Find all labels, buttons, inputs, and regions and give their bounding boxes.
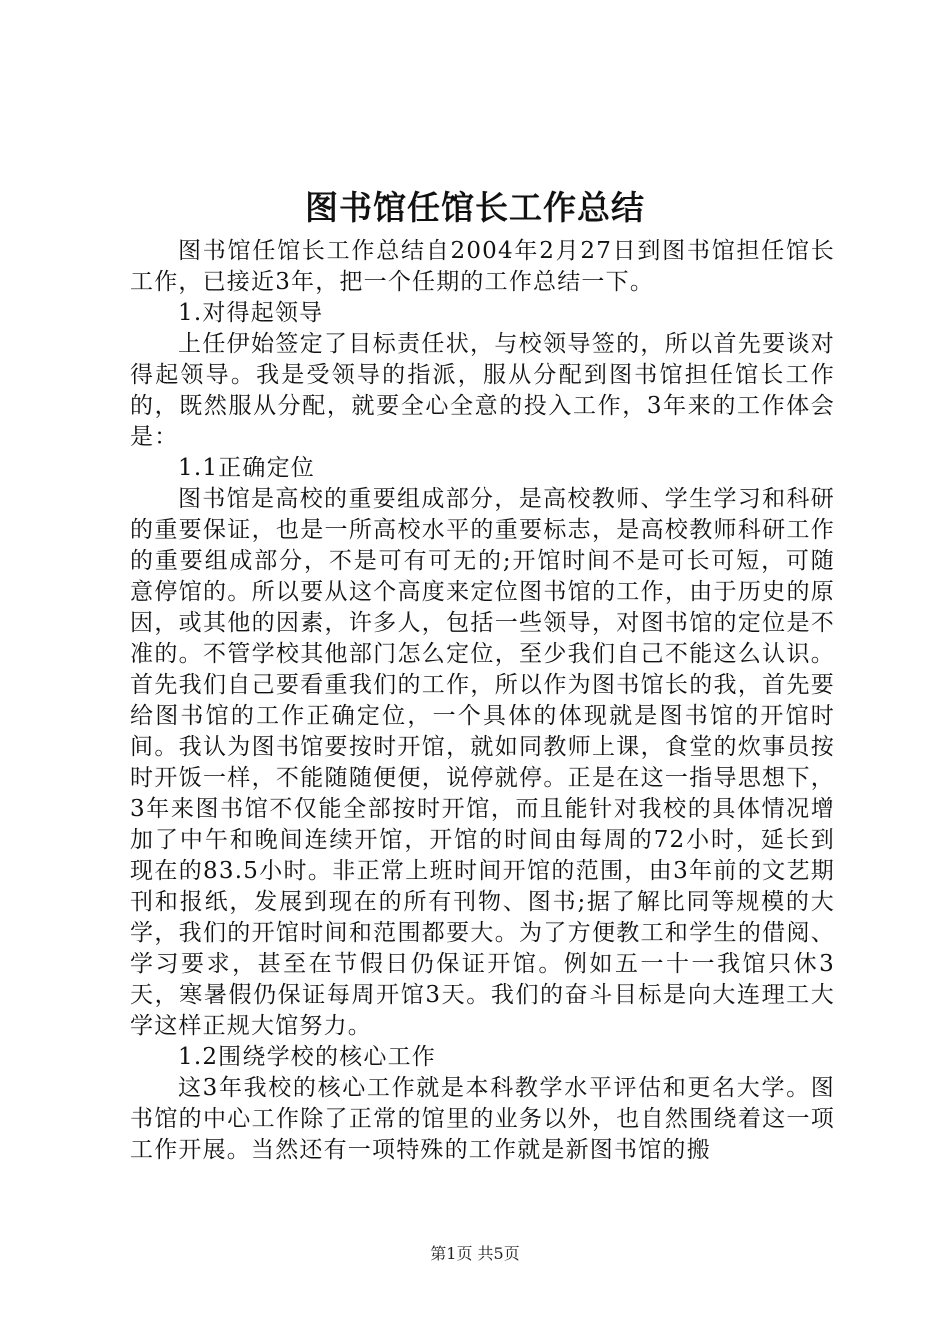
intro-paragraph: 图书馆任馆长工作总结自2004年2月27日到图书馆担任馆长工作，已接近3年，把一个任期的工作总结一下。 [130, 238, 835, 295]
subsection-1-1-paragraph: 图书馆是高校的重要组成部分，是高校教师、学生学习和科研的重要保证，也是一所高校水平的重要标志，是高校教师科研工作的重要组成部分，不是可有可无的;开馆时间不是可长可短，可随意停馆的。所以要从这个高度来定位图书馆的工作，由于历史的原因，或其他的因素，许多人，包括一些领导，对图书馆的定位是不准的。不管学校其他部门怎么定位，至少我们自己不能这么认识。首先我们自己要看重我们的工作，所以作为图书馆长的我，首先要给图书馆的工作正确定位，一个具体的体现就是图书馆的开馆时间。我认为图书馆要按时开馆，就如同教师上课，食堂的炊事员按时开饭一样，不能随随便便，说停就停。正是在这一指导思想下，3年来图书馆不仅能全部按时开馆，而且能针对我校的具体情况增加了中午和晚间连续开馆，开馆的时间由每周的72小时，延长到现在的83.5小时。非正常上班时间开馆的范围，由3年前的文艺期刊和报纸，发展到现在的所有刊物、图书;据了解比同等规模的大学，我们的开馆时间和范围都要大。为了方便教工和学生的借阅、学习要求，甚至在节假日仍保证开馆。例如五一十一我馆只休3天，寒暑假仍保证每周开馆3天。我们的奋斗目标是向大连理工大学这样正规大馆努力。 [130, 486, 835, 1039]
section-heading-1: 1.对得起领导 [178, 300, 324, 326]
document-title: 图书馆任馆长工作总结 [305, 188, 645, 227]
section-1-paragraph: 上任伊始签定了目标责任状，与校领导签的，所以首先要谈对得起领导。我是受领导的指派，服从分配到图书馆担任馆长工作的，既然服从分配，就要全心全意的投入工作，3年来的工作体会是： [130, 331, 835, 450]
subsection-1-2-paragraph: 这3年我校的核心工作就是本科教学水平评估和更名大学。图书馆的中心工作除了正常的馆里的业务以外，也自然围绕着这一项工作开展。当然还有一项特殊的工作就是新图书馆的搬 [130, 1075, 835, 1163]
subsection-heading-1-2: 1.2围绕学校的核心工作 [178, 1044, 436, 1070]
subsection-heading-1-1: 1.1正确定位 [178, 455, 315, 481]
page-number-footer: 第1页 共5页 [430, 1244, 520, 1263]
document-body [130, 236, 835, 1166]
